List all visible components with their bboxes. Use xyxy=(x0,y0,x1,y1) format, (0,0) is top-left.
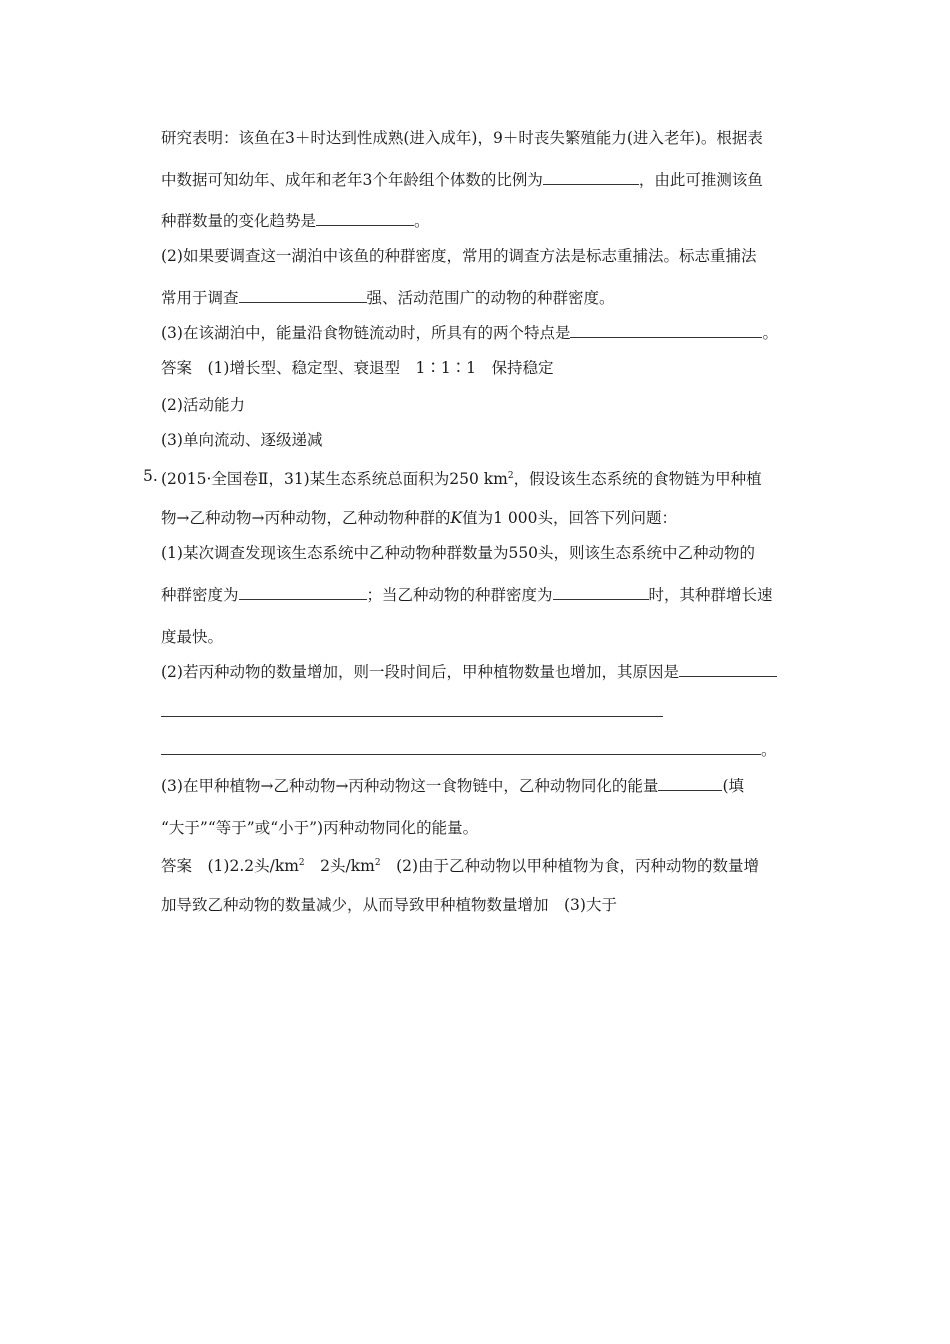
q4-line-2-text-a: 中数据可知幼年、成年和老年3个年龄组个体数的比例为 xyxy=(161,171,543,189)
q5-line-4-text-a: 种群密度为 xyxy=(161,586,239,604)
q4-line-2 xyxy=(161,170,763,190)
q4-answer-3: (3)单向流动、逐级递减 xyxy=(161,431,323,449)
q4-line-5-text-a: 常用于调查 xyxy=(161,289,239,307)
q5-line-6 xyxy=(161,662,777,682)
q5-line-1 xyxy=(161,466,762,489)
q4-line-6-text-a: (3)在该湖泊中，能量沿食物链流动时，所具有的两个特点是 xyxy=(161,324,571,342)
q5-line-4-text-c: 时，其种群增长速 xyxy=(648,586,773,604)
answer-blank-trend[interactable] xyxy=(316,211,414,226)
answer-blank-ratio[interactable] xyxy=(543,170,639,185)
q5-answer-2: 加导致乙种动物的数量减少，从而导致甲种植物数量增加 (3)大于 xyxy=(161,896,617,914)
q5-line-2 xyxy=(161,508,677,528)
q5-answer-1-text-c: (2)由于乙种动物以甲种植物为食，丙种动物的数量增 xyxy=(380,857,760,875)
q5-line-2-text-a: 物→乙种动物→丙种动物，乙种动物种群的 xyxy=(161,509,451,527)
q4-line-3 xyxy=(161,211,430,231)
q5-line-9-text-a: (3)在甲种植物→乙种动物→丙种动物这一食物链中，乙种动物同化的能量 xyxy=(161,777,659,795)
q5-answer-1-text-a: 答案 (1)2.2头/km xyxy=(161,857,299,875)
answer-blank-density[interactable] xyxy=(239,585,367,600)
q4-line-3-text-b: 。 xyxy=(414,212,430,230)
q5-line-2-text-b: 值为1 000头，回答下列问题： xyxy=(462,509,677,527)
q5-line-1-sup: 2 xyxy=(507,471,514,481)
q5-number: 5. xyxy=(143,467,158,485)
q5-line-9-text-b: (填 xyxy=(722,777,744,795)
answer-blank-energy-compare[interactable] xyxy=(658,776,722,791)
answer-blank-reason-line-2[interactable] xyxy=(161,716,663,717)
q5-line-8 xyxy=(161,740,777,760)
q4-line-5 xyxy=(161,288,615,308)
q4-line-4: (2)如果要调查这一湖泊中该鱼的种群密度，常用的调查方法是标志重捕法。标志重捕法 xyxy=(161,247,757,265)
q4-answer-2: (2)活动能力 xyxy=(161,396,245,414)
answer-blank-survey[interactable] xyxy=(239,288,367,303)
answer-blank-reason-line-3[interactable] xyxy=(161,740,761,755)
q5-line-3: (1)某次调查发现该生态系统中乙种动物种群数量为550头，则该生态系统中乙种动物的 xyxy=(161,544,756,562)
q5-line-1-text-b: ，假设该生态系统的食物链为甲种植 xyxy=(513,470,762,488)
q5-answer-1 xyxy=(161,853,759,876)
q4-line-6 xyxy=(161,323,778,343)
q4-line-5-text-b: 强、活动范围广的动物的种群密度。 xyxy=(366,289,615,307)
q5-line-10: “大于”“等于”或“小于”)丙种动物同化的能量。 xyxy=(161,819,479,837)
q4-answer-1: 答案 (1)增长型、稳定型、衰退型 1∶1∶1 保持稳定 xyxy=(161,359,554,377)
q4-line-2-text-b: ，由此可推测该鱼 xyxy=(638,171,763,189)
q5-answer-1-text-b: 2头/km xyxy=(304,857,375,875)
q5-answer-1-sup-1: 2 xyxy=(298,858,305,868)
q5-line-5: 度最快。 xyxy=(161,628,224,646)
q5-line-9 xyxy=(161,776,744,796)
q4-line-3-text-a: 种群数量的变化趋势是 xyxy=(161,212,317,230)
q4-line-1: 研究表明：该鱼在3＋时达到性成熟(进入成年)，9＋时丧失繁殖能力(进入老年)。根据表 xyxy=(161,129,763,147)
q5-line-8-end: 。 xyxy=(761,741,777,759)
answer-blank-fastest-density[interactable] xyxy=(553,585,649,600)
q5-line-6-text: (2)若丙种动物的数量增加，则一段时间后，甲种植物数量也增加，其原因是 xyxy=(161,663,679,681)
answer-blank-energy[interactable] xyxy=(570,323,762,338)
q5-answer-1-sup-2: 2 xyxy=(374,858,381,868)
q5-line-2-k: K xyxy=(450,509,463,527)
q5-line-1-text-a: (2015·全国卷Ⅱ，31)某生态系统总面积为250 km xyxy=(161,470,508,488)
answer-blank-reason-start[interactable] xyxy=(679,662,777,677)
q5-line-4-text-b: ；当乙种动物的种群密度为 xyxy=(366,586,553,604)
q5-line-4 xyxy=(161,585,773,605)
q4-line-6-text-b: 。 xyxy=(762,324,778,342)
